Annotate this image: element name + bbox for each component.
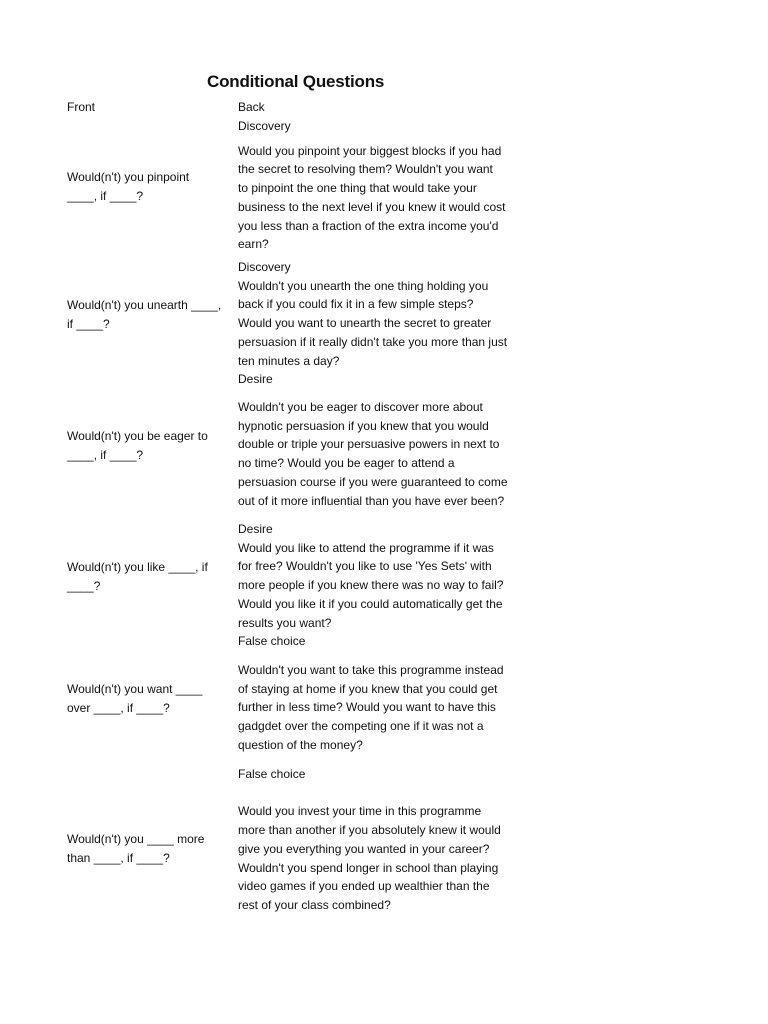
row-back-text: Desire Would you like to attend the programme if it was for free? Wouldn't you like to use 'Yes Sets' with more people if you knew there was no way to fail? Would you like it if you could automatically get the results you want? False choice [238,522,504,649]
document-title: Conditional Questions [207,72,385,91]
row-front-text: Would(n't) you like ____, if ____? [67,560,208,593]
row-front-text: Would(n't) you ____ more than ____, if ____? [67,832,205,865]
row-front-text: Would(n't) you be eager to ____, if ____? [67,429,208,462]
column-header-front: Front [67,100,96,114]
row-back-text: False choice Would you invest your time in this programme more than another if you absolutely knew it would give you everything you wanted in your career? Wouldn't you spend longer in school than playing video games if you ended up wealthier than the rest of your class combined? [238,767,501,912]
row-front-text: Would(n't) you want ____ over ____, if ____? [67,682,203,715]
row-front-text: Would(n't) you pinpoint ____, if ____? [67,170,190,203]
row-back-text: Discovery Wouldn't you unearth the one thing holding you back if you could fix it in a few simple steps? Would you want to unearth the secret to greater persuasion if it really didn't take you more than just ten minutes a day? Desire [238,260,508,387]
row-back-text: Wouldn't you want to take this programme instead of staying at home if you knew that you could get further in less time? Would you want to have this gadgdet over the competing one if it was not a question of the money? [238,663,504,752]
row-back-text: Wouldn't you be eager to discover more about hypnotic persuasion if you knew that you would double or triple your persuasive powers in next to no time? Would you be eager to attend a persuasion course if you were guaranteed to come out of it more influential than you have ever been? [238,400,508,508]
row-back-text: Discovery Would you pinpoint your biggest blocks if you had the secret to resolving them? Wouldn't you want to pinpoint the one thing that would take your business to the next level if you knew it would cost you less than a fraction of the extra income you'd earn? [238,119,506,252]
row-front-text: Would(n't) you unearth ____, if ____? [67,298,222,331]
column-header-back: Back [238,100,265,114]
